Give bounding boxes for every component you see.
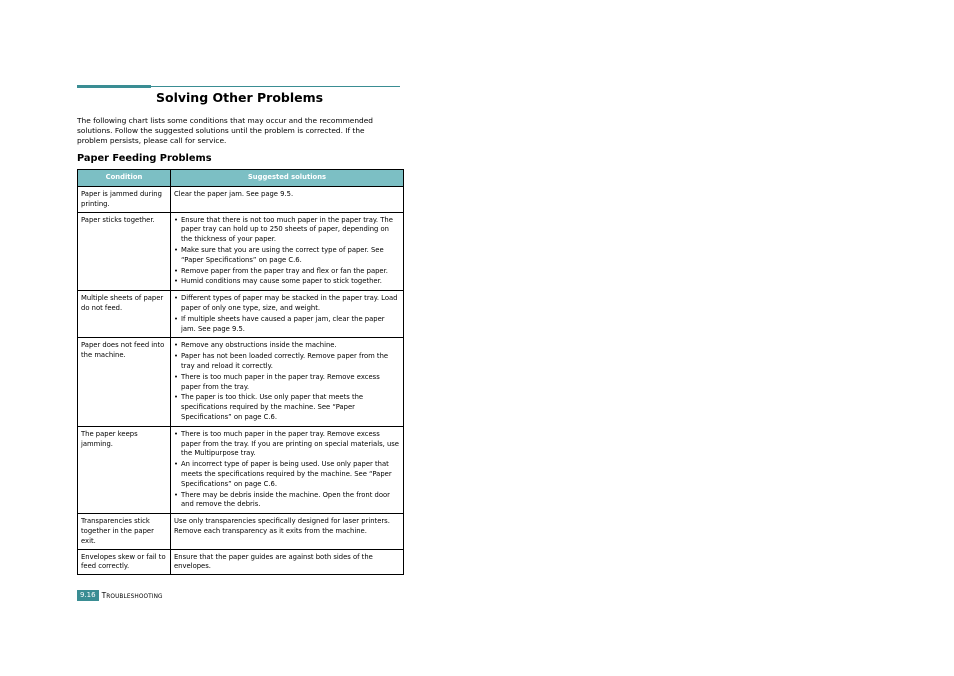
condition-cell: Transparencies stick together in the paper exit.: [78, 514, 171, 549]
solutions-cell: [171, 212, 404, 291]
solution-item: • Ensure that there is not too much paper in the paper tray. The paper tray can hold up to 250 sheets of paper, depending on the thickness of your paper.: [174, 216, 400, 245]
solutions-cell: Ensure that the paper guides are against both sides of the envelopes.: [171, 549, 404, 575]
solutions-cell: [171, 426, 404, 513]
solution-item: • Humid conditions may cause some paper to stick together.: [174, 277, 400, 287]
solution-item: • Remove paper from the paper tray and flex or fan the paper.: [174, 267, 400, 277]
intro-paragraph: The following chart lists some conditions that may occur and the recommended solutions. Follow the suggested solutions until the problem is corrected. If the problem persists, please call for service.: [77, 116, 373, 145]
condition-cell: Envelopes skew or fail to feed correctly.: [78, 549, 171, 575]
page-footer: [77, 590, 163, 601]
title-rule-thick: [77, 85, 151, 88]
table-row: [78, 426, 404, 513]
condition-cell: The paper keeps jamming.: [78, 426, 171, 513]
solutions-cell: [171, 338, 404, 426]
section-subtitle: Paper Feeding Problems: [77, 153, 212, 164]
condition-cell: Paper sticks together.: [78, 212, 171, 291]
table-row: [78, 514, 404, 549]
table-row: [78, 549, 404, 575]
problems-table: [77, 169, 404, 575]
solution-item: • Different types of paper may be stacked in the paper tray. Load paper of only one type, size, and weight.: [174, 294, 400, 314]
solutions-cell: Use only transparencies specifically designed for laser printers. Remove each transparency as it exits from the machine.: [171, 514, 404, 549]
solution-item: • The paper is too thick. Use only paper that meets the specifications required by the machine. See “Paper Specifications” on page C.6.: [174, 393, 400, 422]
solutions-cell: [171, 291, 404, 338]
solution-item: • An incorrect type of paper is being used. Use only paper that meets the specifications required by the machine. See “Paper Specifications” on page C.6.: [174, 460, 400, 489]
header-solutions: Suggested solutions: [171, 170, 404, 187]
table-row: [78, 291, 404, 338]
title-rule-thin: [151, 86, 400, 87]
solution-item: • If multiple sheets have caused a paper jam, clear the paper jam. See page 9.5.: [174, 315, 400, 335]
footer-section-name: TROUBLESHOOTING: [101, 591, 163, 600]
solution-item: • Remove any obstructions inside the machine.: [174, 341, 400, 351]
solution-item: • Make sure that you are using the correct type of paper. See “Paper Specifications” on page C.6.: [174, 246, 400, 266]
table-body: [78, 187, 404, 575]
solutions-list: [174, 294, 400, 334]
condition-cell: Paper does not feed into the machine.: [78, 338, 171, 426]
solutions-list: [174, 216, 400, 288]
page-number: 9.16: [77, 590, 99, 601]
condition-cell: Multiple sheets of paper do not feed.: [78, 291, 171, 338]
solutions-list: [174, 341, 400, 422]
header-condition: Condition: [78, 170, 171, 187]
solutions-list: [174, 430, 400, 510]
solution-item: • Paper has not been loaded correctly. Remove paper from the tray and reload it correctly.: [174, 352, 400, 372]
solution-item: • There may be debris inside the machine. Open the front door and remove the debris.: [174, 491, 400, 511]
solutions-cell: Clear the paper jam. See page 9.5.: [171, 187, 404, 213]
table-row: [78, 338, 404, 426]
table-header-row: [78, 170, 404, 187]
solution-item: • There is too much paper in the paper tray. Remove excess paper from the tray. If you are printing on special materials, use the Multipurpose tray.: [174, 430, 400, 459]
condition-cell: Paper is jammed during printing.: [78, 187, 171, 213]
solution-item: • There is too much paper in the paper tray. Remove excess paper from the tray.: [174, 373, 400, 393]
table-row: [78, 212, 404, 291]
page-title: Solving Other Problems: [156, 90, 324, 105]
table-row: [78, 187, 404, 213]
